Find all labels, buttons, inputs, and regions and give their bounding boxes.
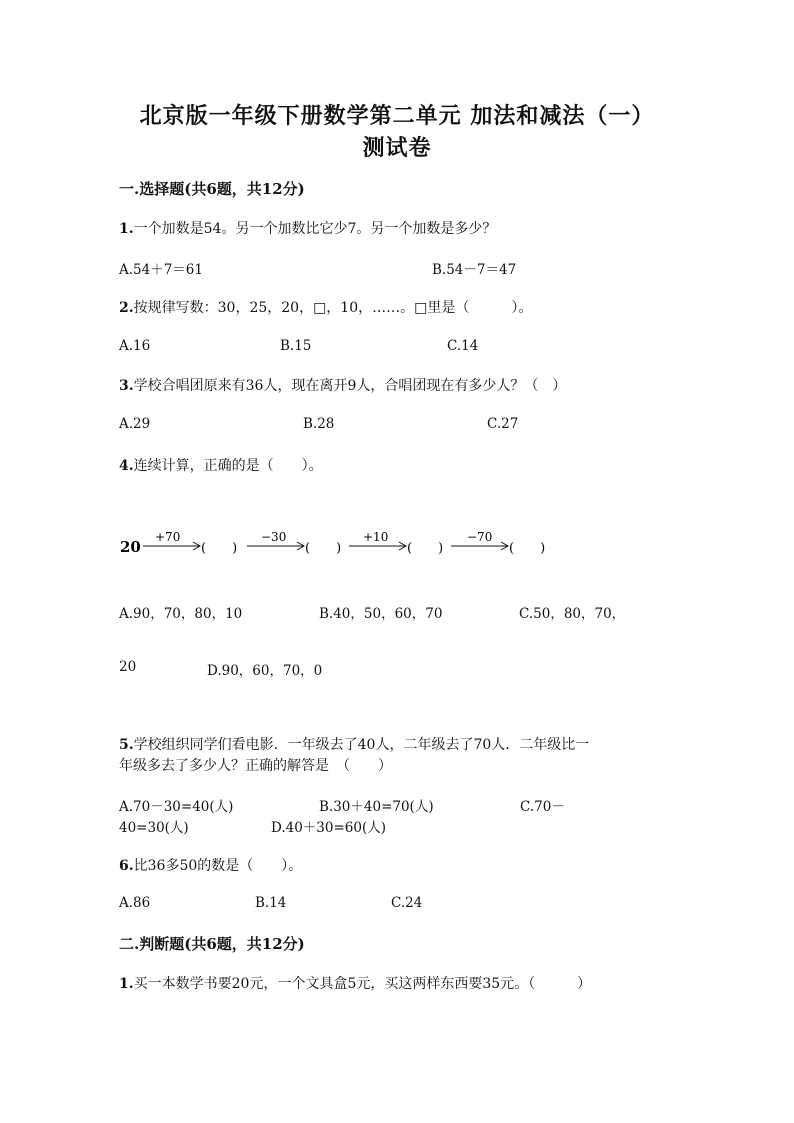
q5-option-c: C.70－: [520, 799, 565, 815]
question-text: 学校组织同学们看电影．一年级去了40人，二年级去了70人．二年级比一: [133, 737, 590, 753]
page-subtitle: 测试卷: [362, 135, 432, 161]
q2-option-a: A.16: [119, 338, 151, 354]
q4-option-a: A.90，70，80，10: [119, 606, 243, 622]
section-choice-header: 一.选择题(共6题，共12分): [119, 180, 305, 198]
judge-question-1: [119, 973, 591, 993]
question-number: 5.: [119, 737, 134, 753]
question-4: [119, 455, 323, 475]
question-number: 4.: [119, 458, 134, 474]
q4-option-c: C.50，80，70，: [519, 606, 626, 622]
question-text: 连续计算，正确的是（ ）。: [133, 458, 323, 474]
question-text: 学校合唱团原来有36人，现在离开9人，合唱团现在有多少人？（ ）: [133, 378, 567, 394]
question-number: 1.: [119, 976, 134, 992]
blank-paren-3: ( ): [407, 541, 444, 556]
q6-option-a: A.86: [119, 895, 151, 911]
blank-paren-1: ( ): [201, 541, 238, 556]
op-label-2: −30: [261, 530, 287, 544]
q6-option-c: C.24: [391, 895, 423, 911]
q2-option-b: B.15: [280, 338, 312, 354]
op-label-1: +70: [155, 530, 181, 544]
q6-option-b: B.14: [255, 895, 287, 911]
question-text: 比36多50的数是（ ）。: [133, 858, 303, 874]
question-text: 按规律写数：30，25，20，□，10，……。□里是（ ）。: [133, 300, 533, 316]
question-5-line-2: 年级多去了多少人？正确的解答是 （ ）: [119, 758, 392, 774]
question-5: [119, 734, 589, 754]
question-number: 1.: [119, 221, 134, 237]
q4-option-b: B.40，50，60，70: [319, 606, 443, 622]
question-2: [119, 297, 532, 317]
op-label-3: +10: [363, 530, 389, 544]
question-number: 2.: [119, 300, 134, 316]
blank-paren-2: ( ): [305, 541, 342, 556]
question-3: [119, 375, 566, 395]
chain-start-number: 20: [120, 538, 141, 556]
q5-option-c-continued: 40=30(人): [119, 820, 189, 836]
section-judge-header: 二.判断题(共6题，共12分): [119, 935, 305, 953]
q5-option-b: B.30＋40=70(人): [319, 799, 434, 815]
question-number: 6.: [119, 858, 134, 874]
q2-option-c: C.14: [447, 338, 479, 354]
question-number: 3.: [119, 378, 134, 394]
q3-option-b: B.28: [303, 416, 335, 432]
q1-option-b: B.54－7＝47: [432, 262, 517, 278]
calculation-chain-diagram: [115, 525, 575, 561]
question-6: [119, 855, 302, 875]
op-label-4: −70: [467, 530, 493, 544]
q3-option-c: C.27: [487, 416, 519, 432]
q3-option-a: A.29: [119, 416, 151, 432]
q4-option-c-continued: 20: [119, 659, 137, 675]
blank-paren-4: ( ): [509, 541, 546, 556]
q4-option-d: D.90，60，70，0: [207, 663, 323, 679]
question-text: 一个加数是54。另一个加数比它少7。另一个加数是多少？: [133, 221, 497, 237]
question-text: 买一本数学书要20元，一个文具盒5元，买这两样东西要35元。（ ）: [133, 976, 592, 992]
page-title: 北京版一年级下册数学第二单元 加法和减法（一）: [139, 103, 655, 129]
q5-option-d: D.40＋30=60(人): [271, 820, 387, 836]
q1-option-a: A.54＋7＝61: [119, 262, 203, 278]
q5-option-a: A.70－30=40(人): [119, 799, 234, 815]
question-1: [119, 218, 496, 238]
